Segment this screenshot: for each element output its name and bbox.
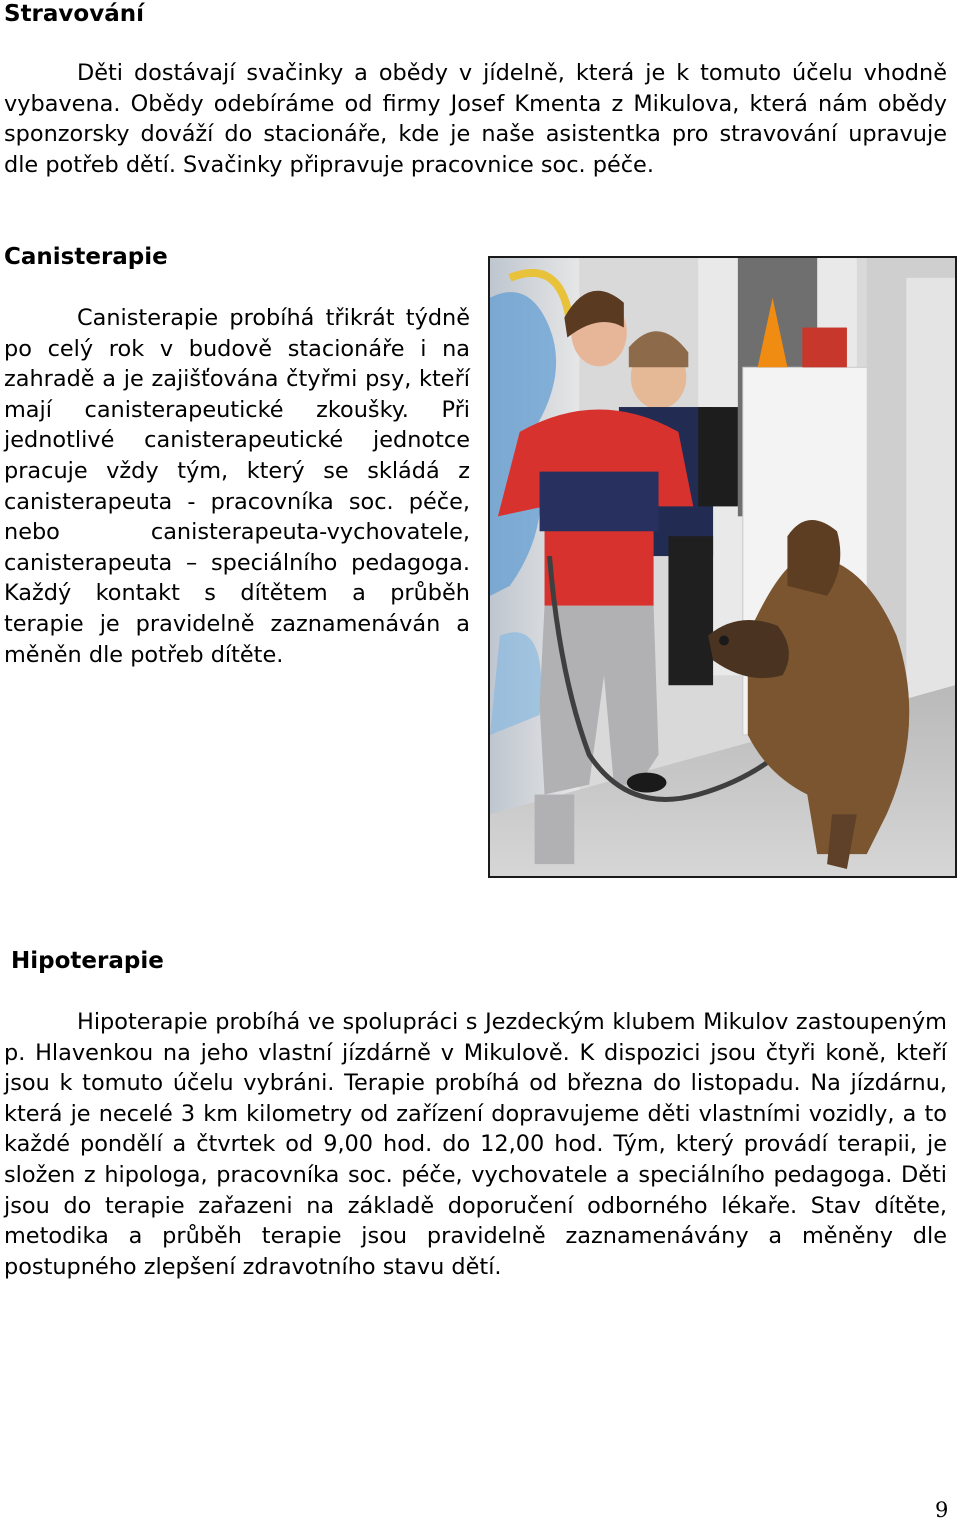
section-heading-canisterapie: Canisterapie: [4, 244, 168, 270]
paragraph-hipoterapie-text: Hipoterapie probíhá ve spolupráci s Jezdeckým klubem Mikulov zastoupeným p. Hlavenkou na jeho vlastní jízdárně v Mikulově. K dispozici jsou čtyři koně, kteří jsou k tomuto účelu vybráni. Terapie probíhá od března do listopadu. Na jízdárnu, která je necelé 3 km kilometry od zařízení dopravujeme děti vlastními vozidly, a to každé pondělí a čtvrtek od 9,00 hod. do 12,00 hod. Tým, který provádí terapii, je složen z hipologa, pracovníka soc. péče, vychovatele a speciálního pedagoga. Děti jsou do terapie zařazeni na základě doporučení odborného lékaře. Stav dítěte, metodika a průběh terapie jsou pravidelně zaznamenávány a měněny dle postupného zlepšení zdravotního stavu dětí.: [4, 1009, 947, 1280]
paragraph-canisterapie: [4, 303, 470, 670]
canisterapie-photo: [488, 256, 957, 878]
page-number: 9: [935, 1498, 949, 1522]
paragraph-stravovani: [4, 58, 947, 180]
paragraph-stravovani-text: Děti dostávají svačinky a obědy v jídelně, která je k tomuto účelu vhodně vybavena. Obědy odebíráme od firmy Josef Kmenta z Mikulova, která nám obědy sponzorsky dováží do stacionáře, kde je naše asistentka pro stravování upravuje dle potřeb dětí. Svačinky připravuje pracovnice soc. péče.: [4, 60, 947, 178]
section-heading-stravovani: Stravování: [4, 1, 144, 27]
section-heading-hipoterapie: Hipoterapie: [11, 948, 164, 974]
photo-boy-with-dog-image: [490, 258, 955, 876]
paragraph-hipoterapie: [4, 1007, 947, 1282]
paragraph-canisterapie-text: Canisterapie probíhá třikrát týdně po celý rok v budově stacionáře i na zahradě a je zajišťována čtyřmi psy, kteří mají canisterapeutické zkoušky. Při jednotlivé canisterapeutické jednotce pracuje vždy tým, který se skládá z canisterapeuta - pracovníka soc. péče, nebo canisterapeuta-vychovatele, canisterapeuta – speciálního pedagoga. Každý kontakt s dítětem a průběh terapie je pravidelně zaznamenáván a měněn dle potřeb dítěte.: [4, 305, 470, 668]
